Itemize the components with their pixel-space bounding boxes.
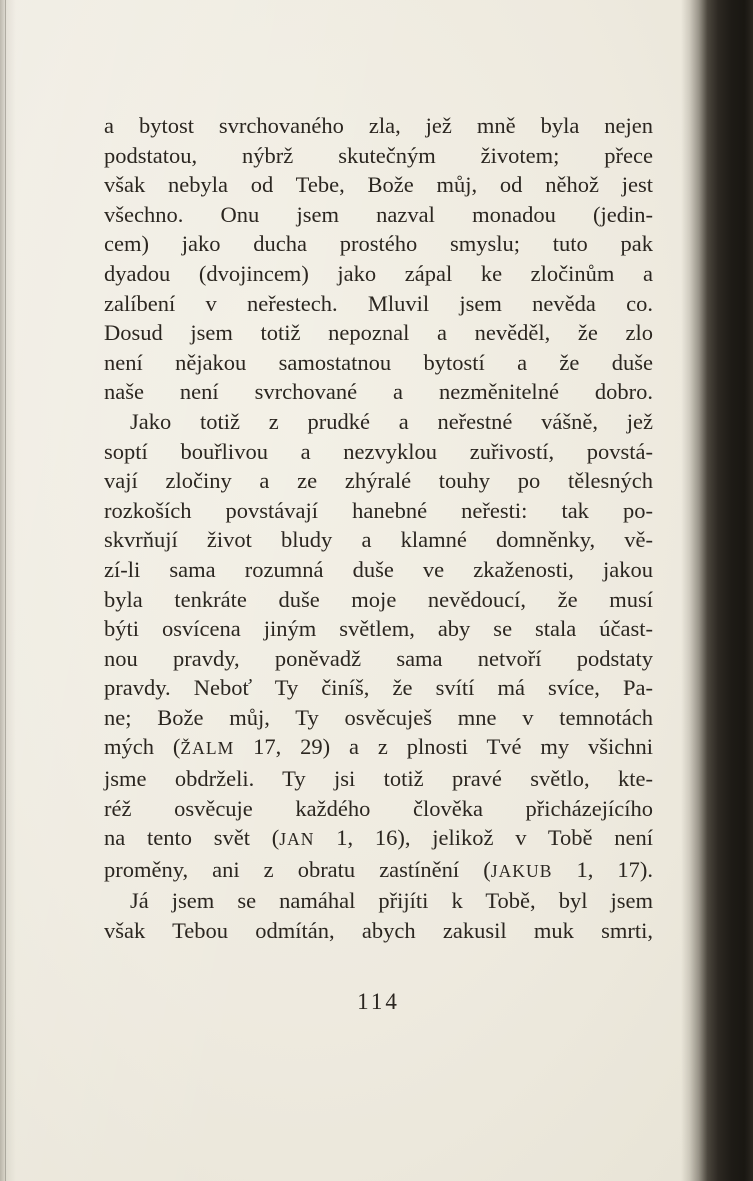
scripture-reference: JAN: [279, 829, 315, 850]
page-number: 114: [357, 989, 400, 1014]
text-line: však Tebou odmítán, abych zakusil muk smrti,: [104, 918, 653, 944]
text-line: býti osvícena jiným světlem, aby se stala účast-: [104, 616, 653, 642]
text-line: podstatou, nýbrž skutečným životem; přece: [104, 142, 653, 168]
text-line: cem) jako ducha prostého smyslu; tuto pak: [104, 231, 653, 257]
text-line: ne; Bože můj, Ty osvěcuješ mne v temnotách: [104, 704, 653, 730]
text-line: skvrňují život bludy a klamné domněnky, vě-: [104, 527, 653, 553]
scripture-reference: ŽALM: [180, 738, 235, 759]
text-line: jsme obdrželi. Ty jsi totiž pravé světlo, kte-: [104, 766, 653, 792]
text-line: Já jsem se namáhal přijíti k Tobě, byl jsem: [130, 888, 653, 914]
scripture-reference: JAKUB: [490, 860, 553, 881]
text-line: [104, 855, 653, 887]
text-line: réž osvěcuje každého člověka přicházejícího: [104, 795, 653, 821]
text-segment: mých (: [104, 734, 181, 760]
text-line: naše není svrchované a nezměnitelné dobro.: [104, 379, 653, 405]
text-segment: 17, 29) a z plnosti Tvé my všichni: [234, 734, 654, 760]
page-left-shadow: [0, 0, 16, 1181]
text-line: nou pravdy, poněvadž sama netvoří podstaty: [104, 645, 653, 671]
text-line: vají zločiny a ze zhýralé touhy po tělesných: [104, 468, 653, 494]
text-line: však nebyla od Tebe, Bože můj, od něhož jest: [104, 172, 653, 198]
page-text: [104, 111, 653, 946]
text-segment: 1, 17).: [552, 856, 653, 882]
text-segment: 1, 16), jelikož v Tobě není: [314, 825, 653, 851]
text-line: dyadou (dvojincem) jako zápal ke zločinům a: [104, 260, 653, 286]
text-line: rozkoších povstávají hanebné neřesti: tak po-: [104, 497, 653, 523]
book-edge-shadow: [681, 0, 753, 1181]
text-line: zalíbení v neřestech. Mluvil jsem nevěda co.: [104, 290, 653, 316]
text-line: [104, 823, 653, 855]
text-line: soptí bouřlivou a nezvyklou zuřivostí, povstá-: [104, 438, 653, 464]
text-line: byla tenkráte duše moje nevědoucí, že musí: [104, 586, 653, 612]
text-line: pravdy. Neboť Ty činíš, že svítí má svíce, Pa-: [104, 675, 653, 701]
text-line: [104, 732, 653, 764]
text-line: a bytost svrchovaného zla, jež mně byla nejen: [104, 113, 653, 138]
text-line: všechno. Onu jsem nazval monadou (jedin-: [104, 201, 653, 227]
text-line: Jako totiž z prudké a neřestné vášně, jež: [130, 408, 653, 434]
text-line: není nějakou samostatnou bytostí a že duše: [104, 349, 653, 375]
text-line: zí-li sama rozumná duše ve zkaženosti, jakou: [104, 556, 653, 582]
scan-edge-line: [5, 0, 6, 1181]
text-segment: na tento svět (: [104, 825, 280, 851]
text-segment: proměny, ani z obratu zastínění (: [104, 856, 491, 882]
text-line: Dosud jsem totiž nepoznal a nevěděl, že zlo: [104, 320, 653, 346]
